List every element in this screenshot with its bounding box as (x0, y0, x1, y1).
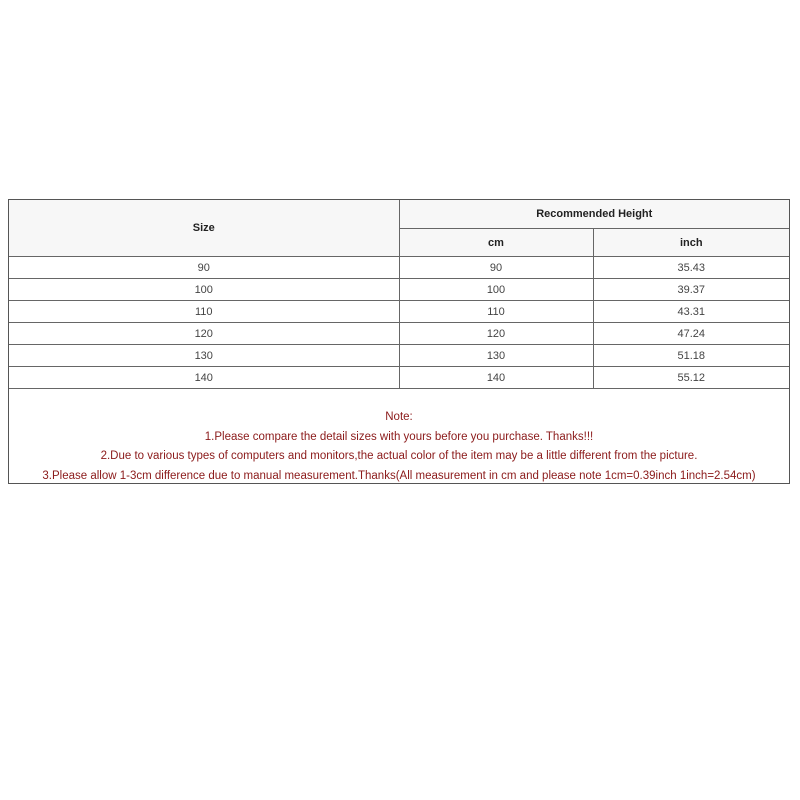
inch-cell: 51.18 (593, 345, 789, 367)
table-row (9, 257, 789, 279)
size-cell: 120 (9, 323, 399, 345)
inch-column-header: inch (593, 229, 789, 257)
cm-cell: 100 (399, 279, 593, 301)
note-line-1: 1.Please compare the detail sizes with yours before you purchase. Thanks!!! (204, 430, 594, 443)
size-cell: 90 (9, 257, 399, 279)
table-row (9, 345, 789, 367)
cm-cell: 120 (399, 323, 593, 345)
notes-section (9, 408, 789, 486)
inch-cell: 39.37 (593, 279, 789, 301)
inch-cell: 35.43 (593, 257, 789, 279)
table-row (9, 367, 789, 389)
size-cell: 110 (9, 301, 399, 323)
size-column-header: Size (9, 200, 399, 257)
size-table (9, 200, 789, 389)
inch-cell: 47.24 (593, 323, 789, 345)
table-row (9, 279, 789, 301)
note-title: Note: (385, 411, 413, 423)
cm-cell: 140 (399, 367, 593, 389)
size-chart (8, 199, 790, 484)
cm-cell: 90 (399, 257, 593, 279)
size-cell: 100 (9, 279, 399, 301)
cm-column-header: cm (399, 229, 593, 257)
table-row (9, 323, 789, 345)
cm-cell: 110 (399, 301, 593, 323)
inch-cell: 55.12 (593, 367, 789, 389)
inch-cell: 43.31 (593, 301, 789, 323)
size-cell: 130 (9, 345, 399, 367)
size-cell: 140 (9, 367, 399, 389)
table-row (9, 301, 789, 323)
note-line-3: 3.Please allow 1-3cm difference due to manual measurement.Thanks(All measurement in cm and please note 1cm=0.39inch 1inch=2.54cm) (42, 469, 756, 482)
cm-cell: 130 (399, 345, 593, 367)
recommended-height-header: Recommended Height (399, 200, 789, 229)
table-header-row (9, 200, 789, 229)
note-line-2: 2.Due to various types of computers and monitors,the actual color of the item may be a little different from the picture. (100, 450, 698, 462)
